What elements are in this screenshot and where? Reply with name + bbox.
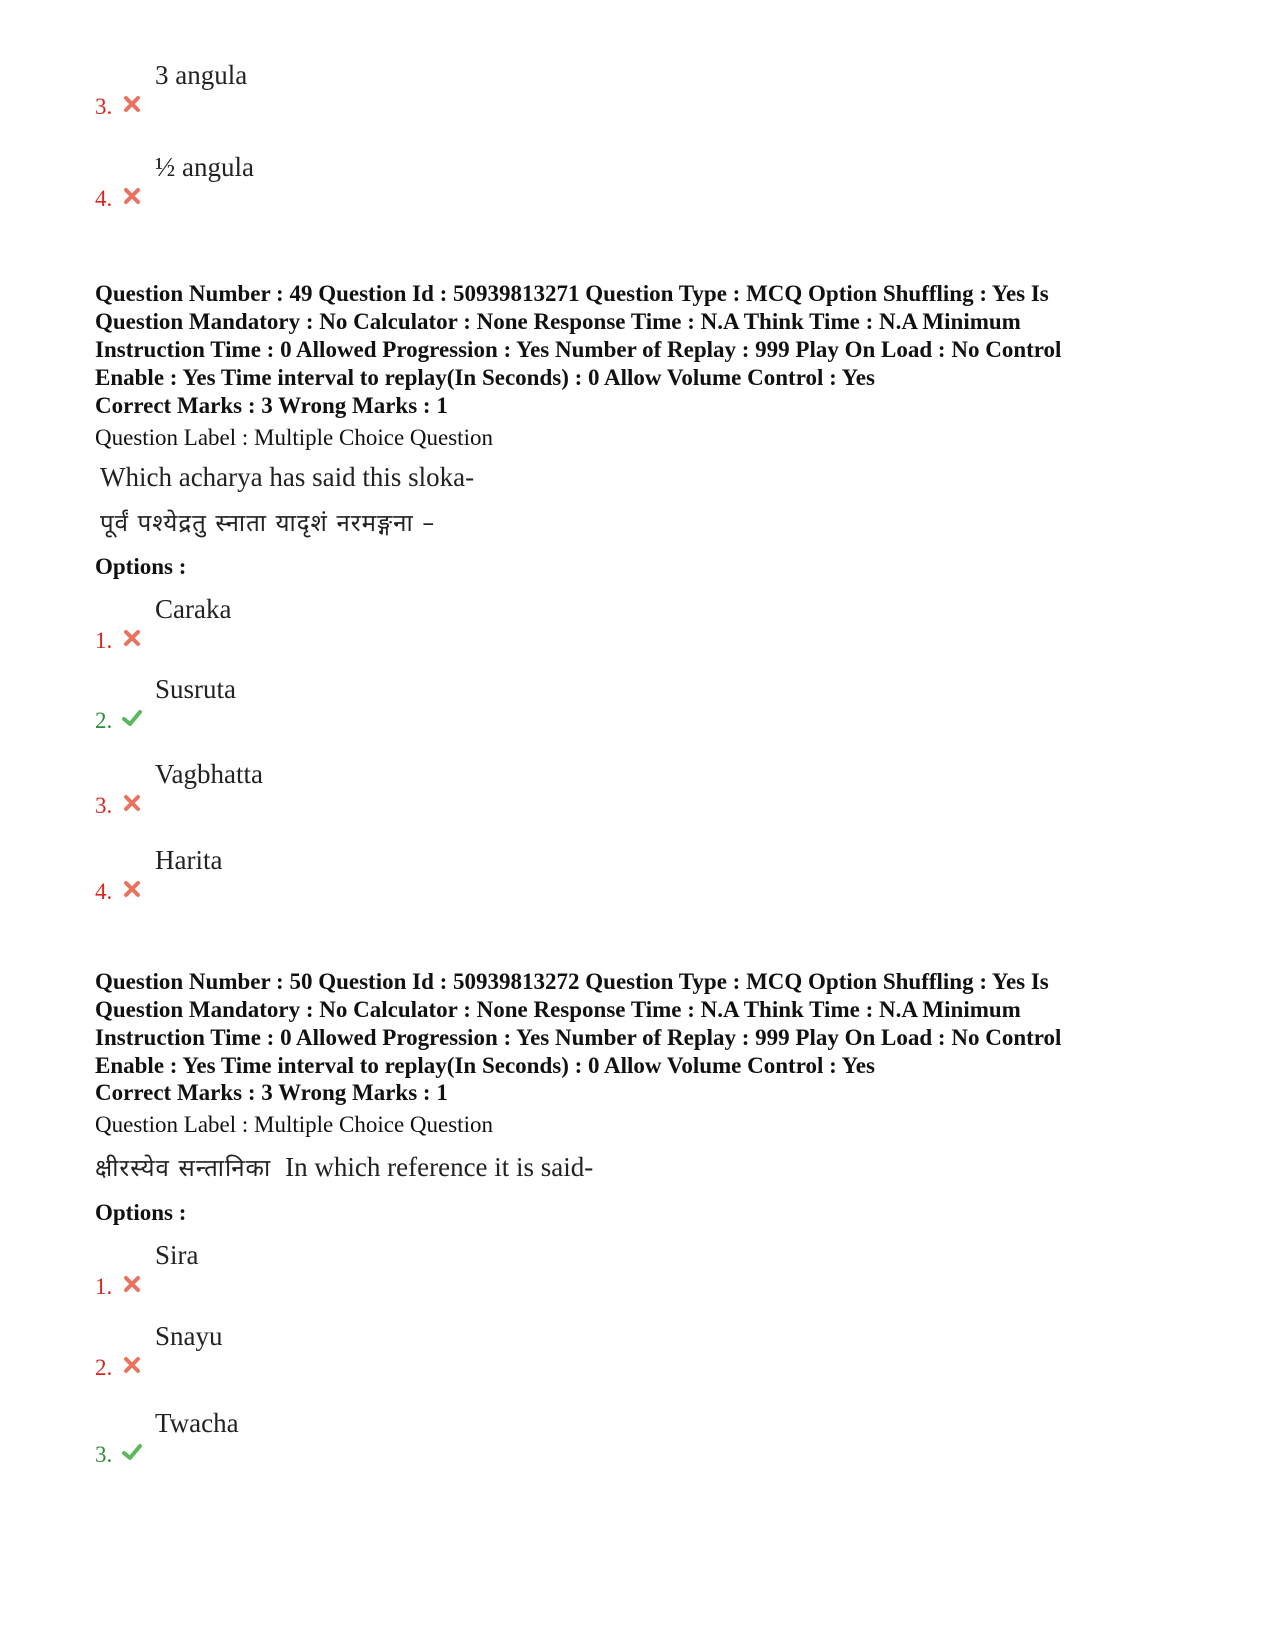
metadata-line: Enable : Yes Time interval to replay(In Seconds) : 0 Allow Volume Control : Yes xyxy=(95,1053,875,1078)
option-row xyxy=(95,759,795,819)
option-row xyxy=(95,152,795,212)
marks-line: Correct Marks : 3 Wrong Marks : 1 xyxy=(95,393,448,418)
question-metadata xyxy=(95,968,1195,1080)
cross-icon xyxy=(122,879,142,899)
option-text: Twacha xyxy=(155,1408,239,1438)
options-heading: Options : xyxy=(95,554,187,579)
option-number: 2. xyxy=(95,1355,113,1380)
metadata-line: Instruction Time : 0 Allowed Progression : Yes Number of Replay : 999 Play On Load : No Control xyxy=(95,1025,1062,1050)
option-number: 1. xyxy=(95,1274,113,1299)
cross-icon xyxy=(122,1274,142,1294)
check-icon xyxy=(122,1442,142,1462)
question-text: In which reference it is said- xyxy=(285,1152,594,1182)
metadata-line: Question Number : 50 Question Id : 50939813272 Question Type : MCQ Option Shuffling : Yes Is xyxy=(95,969,1049,994)
question-label: Question Label : Multiple Choice Question xyxy=(95,425,493,450)
cross-icon xyxy=(122,186,142,206)
option-row xyxy=(95,1240,795,1300)
option-row xyxy=(95,674,795,734)
option-number: 3. xyxy=(95,793,113,818)
question-metadata xyxy=(95,280,1195,392)
marks-line: Correct Marks : 3 Wrong Marks : 1 xyxy=(95,1080,448,1105)
option-text: Sira xyxy=(155,1240,199,1270)
option-text: Caraka xyxy=(155,594,232,624)
cross-icon xyxy=(122,94,142,114)
metadata-line: Question Mandatory : No Calculator : None Response Time : N.A Think Time : N.A Minimum xyxy=(95,309,1021,334)
option-text: Vagbhatta xyxy=(155,759,263,789)
options-heading: Options : xyxy=(95,1200,187,1225)
sloka-text: पूर्वं पश्येद्रतु स्नाता यादृशं नरमङ्गना – xyxy=(100,509,436,537)
metadata-line: Enable : Yes Time interval to replay(In Seconds) : 0 Allow Volume Control : Yes xyxy=(95,365,875,390)
option-number: 1. xyxy=(95,628,113,653)
option-row xyxy=(95,60,795,120)
cross-icon xyxy=(122,1355,142,1375)
option-text: ½ angula xyxy=(155,152,254,182)
option-row xyxy=(95,1321,795,1381)
question-text: Which acharya has said this sloka- xyxy=(100,462,475,492)
option-number: 2. xyxy=(95,708,113,733)
metadata-line: Question Mandatory : No Calculator : None Response Time : N.A Think Time : N.A Minimum xyxy=(95,997,1021,1022)
option-row xyxy=(95,845,795,905)
cross-icon xyxy=(122,628,142,648)
question-text-block xyxy=(95,1151,593,1184)
metadata-line: Instruction Time : 0 Allowed Progression : Yes Number of Replay : 999 Play On Load : No Control xyxy=(95,337,1062,362)
option-text: Harita xyxy=(155,845,223,875)
question-sanskrit-text: क्षीरस्येव सन्तानिका xyxy=(95,1154,272,1182)
option-text: 3 angula xyxy=(155,60,248,90)
option-row xyxy=(95,1408,795,1468)
option-text: Susruta xyxy=(155,674,236,704)
question-label: Question Label : Multiple Choice Question xyxy=(95,1112,493,1137)
option-number: 3. xyxy=(95,94,113,119)
cross-icon xyxy=(122,793,142,813)
option-number: 4. xyxy=(95,186,113,211)
option-row xyxy=(95,594,795,654)
check-icon xyxy=(122,708,142,728)
option-number: 4. xyxy=(95,879,113,904)
option-text: Snayu xyxy=(155,1321,223,1351)
option-number: 3. xyxy=(95,1442,113,1467)
metadata-line: Question Number : 49 Question Id : 50939813271 Question Type : MCQ Option Shuffling : Yes Is xyxy=(95,281,1049,306)
